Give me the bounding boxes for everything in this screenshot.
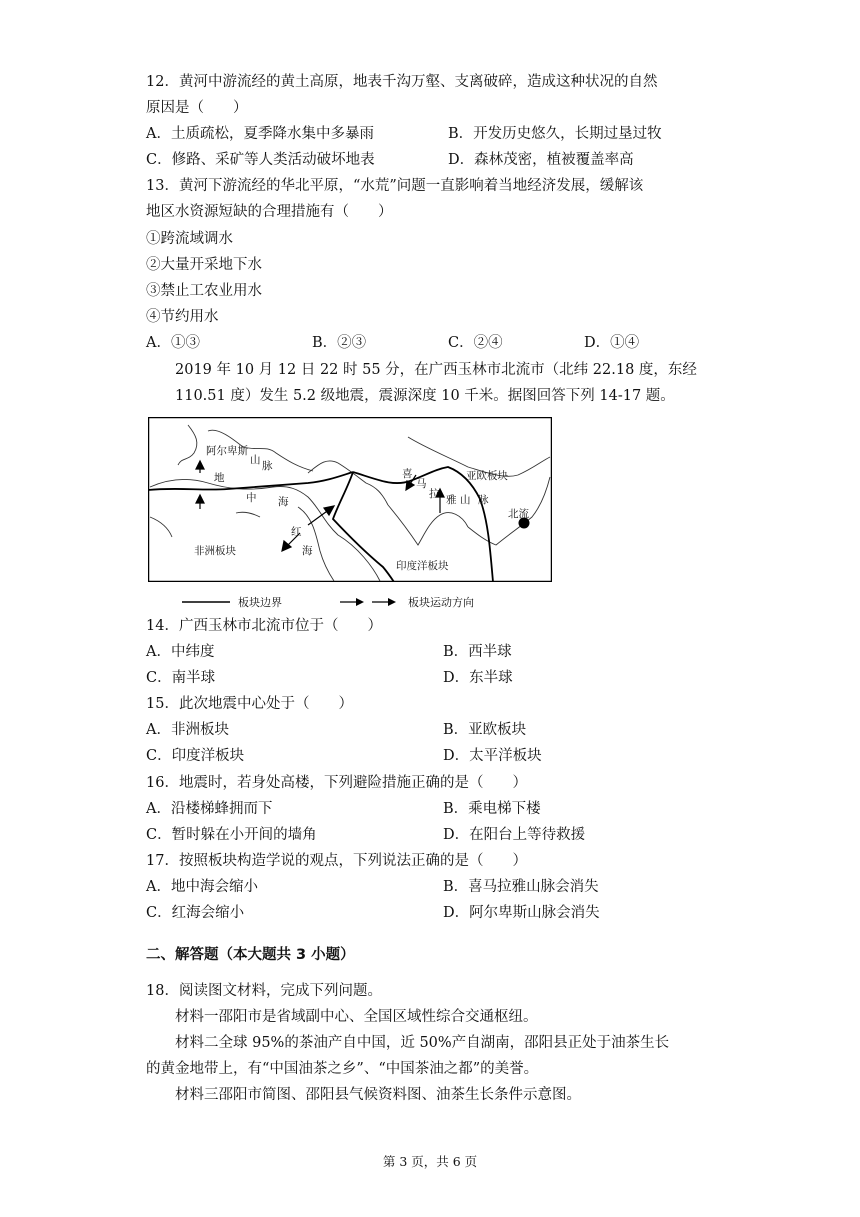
- q16-option-b: B．乘电梯下楼: [443, 801, 541, 817]
- q15-option-c: C．印度洋板块: [146, 748, 245, 764]
- intro-line2: 110.51 度）发生 5.2 级地震，震源深度 10 千米。据图回答下列 14-17 题。: [175, 388, 675, 404]
- q17-option-b: B．喜马拉雅山脉会消失: [443, 879, 599, 895]
- page-footer: 第 3 页，共 6 页: [382, 1154, 478, 1169]
- label-hima-2: 马: [416, 478, 427, 490]
- q16-option-c: C．暂时躲在小开间的墙角: [146, 827, 317, 843]
- label-hima-5: 山: [460, 494, 471, 506]
- q15-option-d: D．太平洋板块: [443, 748, 542, 764]
- q15-option-a: A．非洲板块: [146, 722, 229, 738]
- q13-option-b: B．②③: [312, 335, 367, 351]
- q13-option-a: A．①③: [146, 335, 200, 351]
- q18-material-1: 材料一邵阳市是省域副中心、全国区域性综合交通枢纽。: [175, 1009, 538, 1025]
- legend-motion-arrows-icon: [340, 598, 396, 606]
- label-red-2: 海: [302, 545, 313, 557]
- section-2-heading: 二、解答题（本大题共 3 小题）: [146, 947, 355, 963]
- label-alps-3: 脉: [262, 460, 273, 472]
- legend-motion-label: 板块运动方向: [408, 596, 474, 609]
- intro-line1: 2019 年 10 月 12 日 22 时 55 分，在广西玉林市北流市（北纬 22.18 度，东经: [175, 362, 697, 378]
- q16-stem: 16．地震时，若身处高楼，下列避险措施正确的是（ ）: [146, 775, 527, 791]
- q13-option-d: D．①④: [584, 335, 640, 351]
- label-alps-1: 阿尔卑斯: [206, 445, 248, 457]
- q12-option-d: D．森林茂密，植被覆盖率高: [448, 152, 634, 168]
- q18-material-2-line1: 材料二全球 95%的茶油产自中国，近 50%产自湖南，邵阳县正处于油茶生长: [175, 1035, 670, 1051]
- map-legend: [180, 592, 560, 612]
- q14-option-d: D．东半球: [443, 670, 513, 686]
- label-med-1: 地: [214, 472, 225, 484]
- label-indian-plate: 印度洋板块: [396, 560, 449, 572]
- label-med-2: 中: [246, 492, 257, 504]
- q13-item-3: ③禁止工农业用水: [146, 283, 262, 299]
- q17-option-c: C．红海会缩小: [146, 905, 245, 921]
- q15-option-b: B．亚欧板块: [443, 722, 527, 738]
- q13-stem-line2: 地区水资源短缺的合理措施有（ ）: [146, 204, 393, 220]
- q12-option-c: C．修路、采矿等人类活动破坏地表: [146, 152, 375, 168]
- q18-material-2-line2: 的黄金地带上，有“中国油茶之乡”、“中国茶油之都”的美誉。: [146, 1061, 539, 1077]
- legend-boundary-label: 板块边界: [238, 596, 282, 609]
- label-africa-plate: 非洲板块: [194, 545, 236, 557]
- q14-option-a: A．中纬度: [146, 644, 215, 660]
- q14-option-b: B．西半球: [443, 644, 512, 660]
- q13-item-1: ①跨流域调水: [146, 231, 233, 247]
- q12-option-b: B．开发历史悠久，长期过垦过牧: [448, 126, 662, 142]
- q16-option-a: A．沿楼梯蜂拥而下: [146, 801, 273, 817]
- q18-material-3: 材料三邵阳市简图、邵阳县气候资料图、油茶生长条件示意图。: [175, 1087, 581, 1103]
- q14-option-c: C．南半球: [146, 670, 216, 686]
- q13-stem-line1: 13．黄河下游流经的华北平原，“水荒”问题一直影响着当地经济发展，缓解该: [146, 178, 644, 194]
- q12-stem-line2: 原因是（ ）: [146, 100, 248, 116]
- q17-option-a: A．地中海会缩小: [146, 879, 258, 895]
- label-alps-2: 山: [250, 454, 261, 466]
- label-hima-3: 拉: [429, 488, 440, 500]
- q18-stem: 18．阅读图文材料，完成下列问题。: [146, 983, 382, 999]
- label-eurasia-plate: 亚欧板块: [466, 470, 508, 482]
- q13-item-4: ④节约用水: [146, 309, 219, 325]
- q12-option-a: A．土质疏松，夏季降水集中多暴雨: [146, 126, 374, 142]
- q13-option-c: C．②④: [448, 335, 503, 351]
- q15-stem: 15．此次地震中心处于（ ）: [146, 696, 353, 712]
- plate-map: [148, 417, 552, 582]
- q14-stem: 14．广西玉林市北流市位于（ ）: [146, 618, 382, 634]
- q12-stem-line1: 12．黄河中游流经的黄土高原，地表千沟万壑、支离破碎，造成这种状况的自然: [146, 74, 658, 90]
- label-hima-4: 雅: [446, 494, 457, 506]
- label-red-1: 红: [291, 526, 302, 538]
- label-hima-6: 脉: [478, 494, 489, 506]
- label-med-3: 海: [278, 496, 289, 508]
- q17-option-d: D．阿尔卑斯山脉会消失: [443, 905, 600, 921]
- q17-stem: 17．按照板块构造学说的观点，下列说法正确的是（ ）: [146, 853, 527, 869]
- q13-item-2: ②大量开采地下水: [146, 257, 262, 273]
- label-hima-1: 喜: [402, 468, 413, 480]
- label-beiliu: 北流: [508, 508, 529, 520]
- q16-option-d: D．在阳台上等待救援: [443, 827, 586, 843]
